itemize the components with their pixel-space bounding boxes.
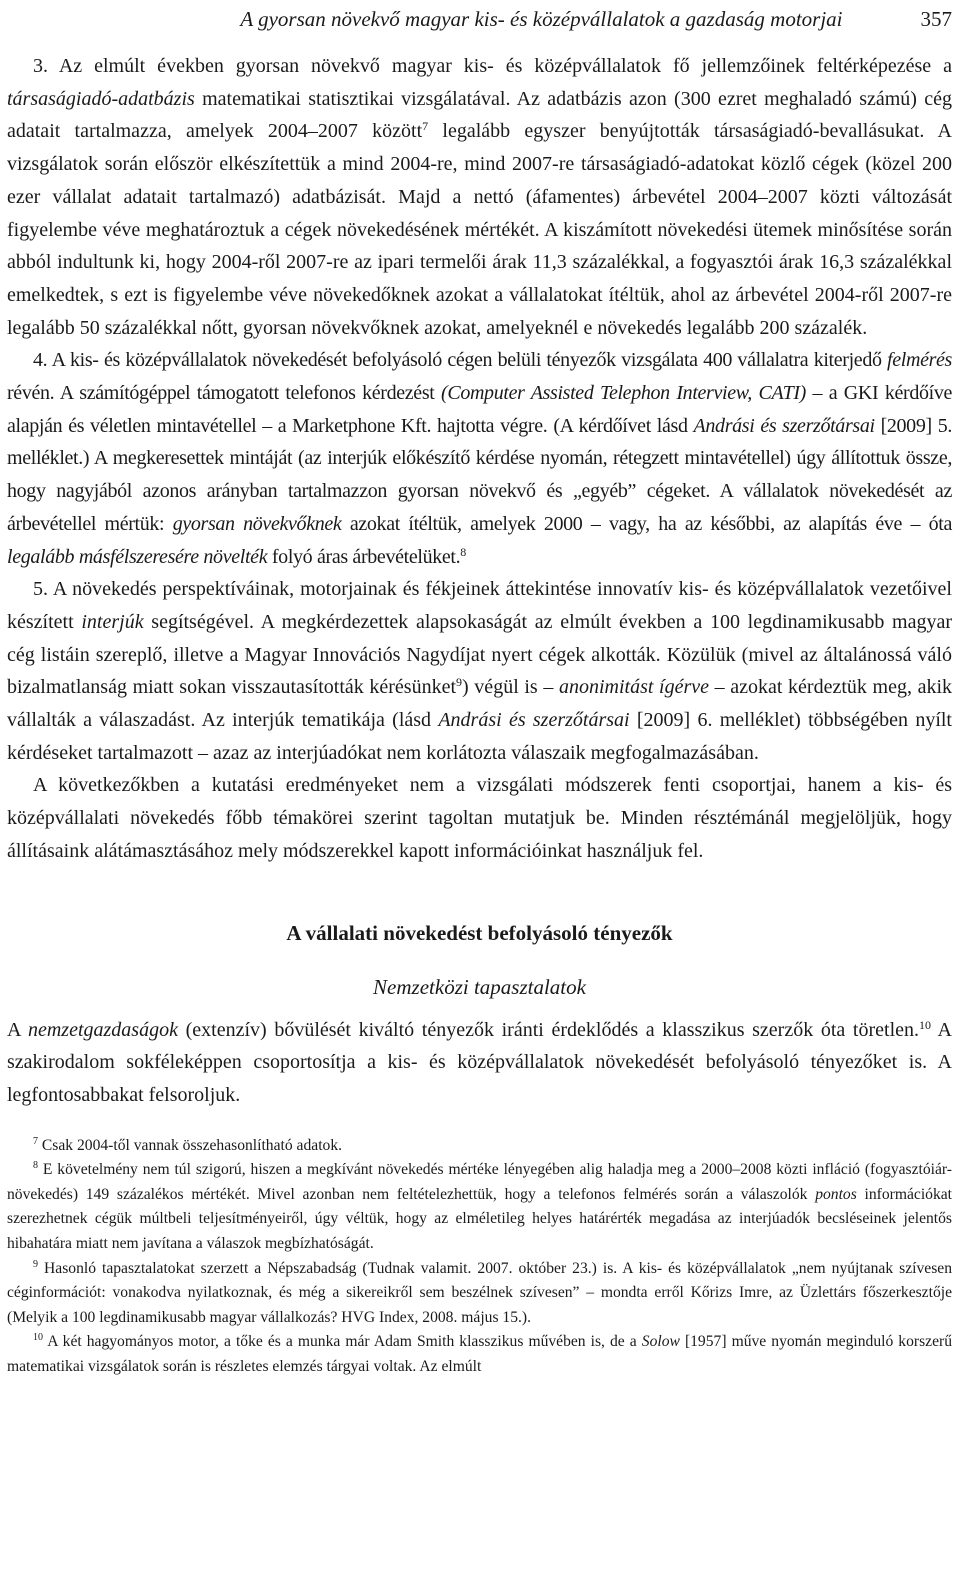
footnote-7: $^7$ Csak 2004-től vannak összehasonlítható adatok. [33, 1135, 343, 1154]
subsection-title: Nemzetközi tapasztalatok [373, 974, 586, 999]
paragraph-3: 3. Az elmúlt években gyorsan növekvő magyar kis- és középvállalatok fő jellemzőinek feltérképezése a társaságiadó-adatbázis matematikai statisztikai vizsgálatával. Az adatbázis azon (300 ezret meghaladó számú) cég adatait tartalmazza, amelyek 2004–2007 között$^7$ legalább egyszer benyújtották társaságiadó-bevallásukat. A vizsgálatok során először elkészítettük a mind 2004-re, mind 2007-re társaságiadó-adatokat közlő cégek (közel 200 ezer vállalat adatait tartalmazó) adatbázisát. Majd a nettó (áfamentes) árbevétel 2004–2007 közti változását figyelembe véve meghatároztuk a cégek növekedésének mértékét. A kiszámított növekedési ütemek minősítése során abból indultunk ki, hogy 2004-ről 2007-re az ipari termelői árak 11,3 százalékkal, a fogyasztói árak 16,3 százalékkal emelkedtek, s ezt is figyelembe véve növekedőknek azokat a vállalatokat ítéltük, ahol az árbevétel 2004-ről 2007-re legalább 50 százalékkal nőtt, gyorsan növekvőknek azokat, amelyeknél e növekedés legalább 200 százalék. [7, 55, 953, 339]
footnotes [7, 1134, 952, 1380]
body-text [7, 50, 952, 1112]
running-header-title: A gyorsan növekvő magyar kis- és középvállalatok a gazdaság motorjai [240, 7, 843, 31]
footnote-10: $^{10}$ A két hagyományos motor, a tőke és a munka már Adam Smith klasszikus művében is, de a Solow [1957] műve nyomán meginduló korszerű matematikai vizsgálatok során is részletes elemzés tárgyai voltak. Az elmúlt [7, 1332, 952, 1376]
paragraph-6: A következőkben a kutatási eredményeket nem a vizsgálati módszerek fenti csoportjai, hanem a kis- és középvállalati növekedés főbb témakörei szerint tagoltan mutatjuk be. Minden résztémánál megjelöljük, hogy állításaink alátámasztásához mely módszerekkel kapott információinkat használjuk fel. [7, 774, 952, 862]
page-number: 357 [920, 7, 952, 31]
running-header [7, 0, 952, 38]
footnote-ref-9: 9 [456, 675, 463, 690]
footnote-ref-8: 8 [460, 544, 466, 559]
footnote-ref-7: 7 [422, 119, 429, 134]
footnote-8: $^8$ E követelmény nem túl szigorú, hiszen a megkívánt növekedés mértéke lényegében alig haladja meg a 2000–2008 közti infláció (fogyasztóiár-növekedés) 149 százalékos mértékét. Mivel azonban nem feltételezhettük, hogy a telefonos felmérés során a válaszolók pontos információkat szerezhetnek cégük múltbeli teljesítményeiről, úgy véltük, hogy az elméletileg helyes határérték megadása az interjúadók becsléseinek jelentős hibahatára miatt nem javítana a válaszok megbízhatóságát. [7, 1160, 952, 1253]
footnote-ref-10: 10 [919, 1017, 932, 1032]
paragraph-4: 4. A kis- és középvállalatok növekedését befolyásoló cégen belüli tényezők vizsgálata 400 vállalatra kiterjedő felmérés révén. A számítógéppel támogatott telefonos kérdezést (Computer Assisted Telephon Interview, CATI) – a GKI kérdőíve alapján és véletlen mintavétellel – a Marketphone Kft. hajtotta végre. (A kérdőívet lásd Andrási és szerzőtársai [2009] 5. melléklet.) A megkeresettek mintáját (az interjúk előkészítő kérdése nyomán, rétegzett mintavétellel) úgy állítottuk össze, hogy nagyjából azonos arányban tartalmazzon gyorsan növekvő és „egyéb” cégeket. A vállalatok növekedését az árbevétellel mértük: gyorsan növekvőknek azokat ítéltük, amelyek 2000 – vagy, ha az későbbi, az alapítás éve – óta legalább másfélszeresére növelték folyó áras árbevételüket.$^8$ [7, 349, 953, 568]
footnote-9: $^9$ Hasonló tapasztalatokat szerzett a Népszabadság (Tudnak valamit. 2007. október 23.) is. A kis- és középvállalatok „nem nyújtanak szívesen céginformációt: vonakodva nyilatkoznak, és még a sikereikről sem beszélnek szívesen” – mondta erről Kőrizs Imre, az Üzlettárs főszerkesztője (Melyik a 100 legdinamikusabb magyar vállalkozás? HVG Index, 2008. május 15.). [7, 1258, 952, 1326]
section-title: A vállalati növekedést befolyásoló tényezők [286, 920, 673, 945]
paragraph-5: 5. A növekedés perspektíváinak, motorjainak és fékjeinek áttekintése innovatív kis- és középvállalatok vezetőivel készített interjúk segítségével. A megkérdezettek alapsokaságát az elmúlt években a 100 legdinamikusabb magyar cég listáin szereplő, illetve a Magyar Innovációs Nagydíjat nyert cégek alkották. Közülük (mivel az általánossá váló bizalmatlanság miatt sokan visszautasították kérésünket$^9$) végül is – anonimitást ígérve – azokat kérdeztük meg, akik vállalták a válaszadást. Az interjúk tematikája (lásd Andrási és szerzőtársai [2009] 6. melléklet) többségében nyílt kérdéseket tartalmazott – azaz az interjúadókat nem korlátozta válaszaik megfogalmazásában. [7, 578, 952, 764]
paragraph-7: A nemzetgazdaságok (extenzív) bővülését kiváltó tényezők iránti érdeklődés a klasszikus szerzők óta töretlen.$^{10}$ A szakirodalom sokféleképpen csoportosítja a kis- és középvállalatok növekedését befolyásoló tényezőket is. A legfontosabbakat felsoroljuk. [7, 1017, 952, 1106]
